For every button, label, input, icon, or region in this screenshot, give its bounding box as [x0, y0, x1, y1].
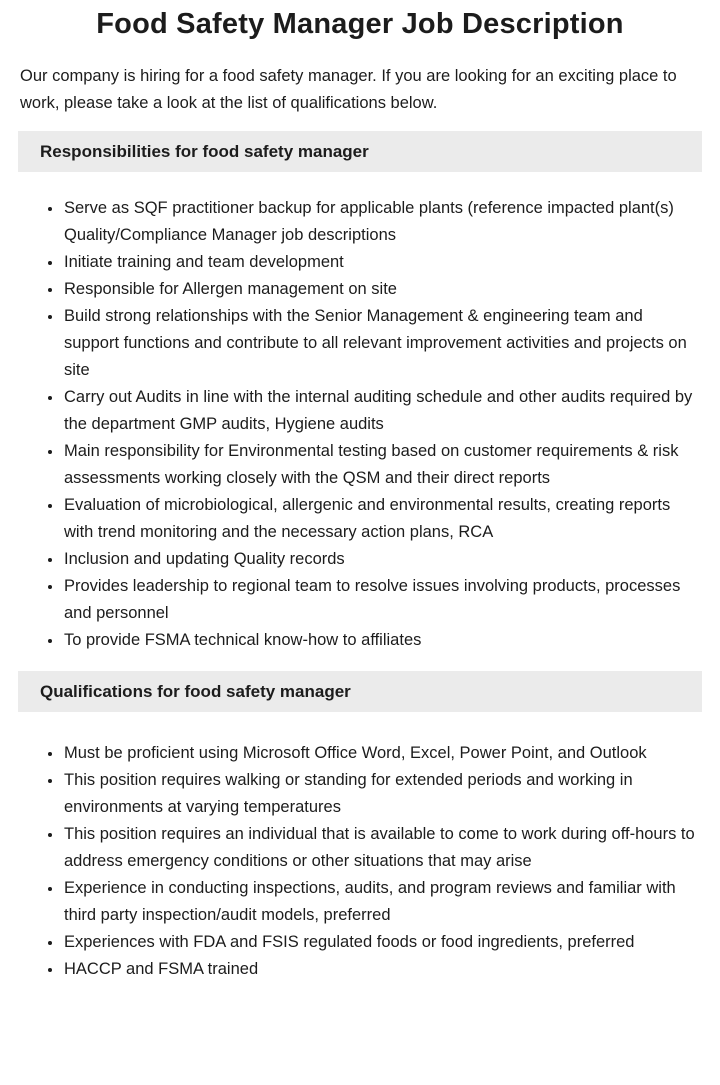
list-item: • To provide FSMA technical know-how to affiliates: [63, 627, 700, 654]
list-item: • Responsible for Allergen management on site: [63, 276, 700, 303]
qualifications-list: [20, 740, 700, 983]
list-item: • Carry out Audits in line with the internal auditing schedule and other audits required by the department GMP audits, Hygiene audits: [63, 384, 700, 438]
list-item: • Serve as SQF practitioner backup for applicable plants (reference impacted plant(s) Quality/Compliance Manager job descriptions: [63, 195, 700, 249]
list-item: • Inclusion and updating Quality records: [63, 546, 700, 573]
list-item: • Experience in conducting inspections, audits, and program reviews and familiar with third party inspection/audit models, preferred: [63, 875, 700, 929]
section-heading-responsibilities: Responsibilities for food safety manager: [18, 131, 702, 172]
list-item: • Evaluation of microbiological, allergenic and environmental results, creating reports with trend monitoring and the necessary action plans, RCA: [63, 492, 700, 546]
list-item: • Must be proficient using Microsoft Office Word, Excel, Power Point, and Outlook: [63, 740, 700, 767]
list-item: • Experiences with FDA and FSIS regulated foods or food ingredients, preferred: [63, 929, 700, 956]
list-item: • Main responsibility for Environmental testing based on customer requirements & risk assessments working closely with the QSM and their direct reports: [63, 438, 700, 492]
list-item: • Build strong relationships with the Senior Management & engineering team and support functions and contribute to all relevant improvement activities and projects on site: [63, 303, 700, 384]
list-item: • Provides leadership to regional team to resolve issues involving products, processes and personnel: [63, 573, 700, 627]
responsibilities-list: [20, 195, 700, 654]
intro-paragraph: Our company is hiring for a food safety manager. If you are looking for an exciting place to work, please take a look at the list of qualifications below.: [20, 67, 677, 112]
list-item: • HACCP and FSMA trained: [63, 956, 700, 983]
list-item: • Initiate training and team development: [63, 249, 700, 276]
page-title: Food Safety Manager Job Description: [96, 8, 624, 40]
list-item: • This position requires walking or standing for extended periods and working in environments at varying temperatures: [63, 767, 700, 821]
section-heading-qualifications: Qualifications for food safety manager: [18, 671, 702, 712]
list-item: • This position requires an individual that is available to come to work during off-hours to address emergency conditions or other situations that may arise: [63, 821, 700, 875]
job-description-page: [0, 6, 720, 1003]
